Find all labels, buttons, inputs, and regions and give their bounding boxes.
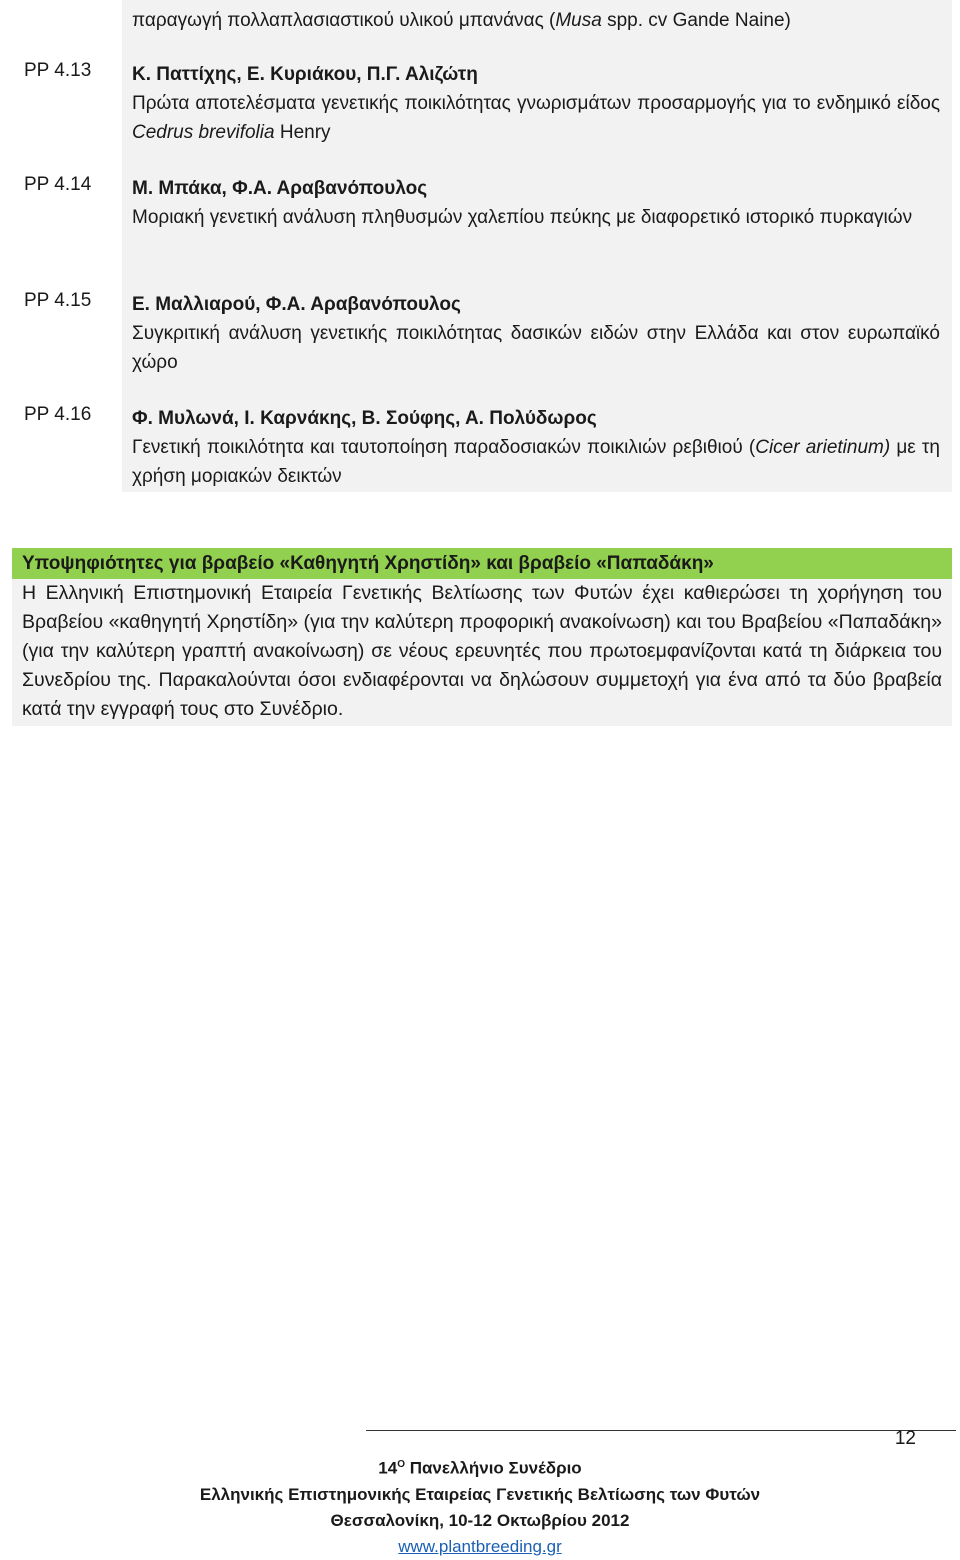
awards-text: Η Ελληνική Επιστημονική Εταιρεία Γενετικής Βελτίωσης των Φυτών έχει καθιερώσει τη χορήγηση του Βραβείου «καθηγητή Χρηστίδη» (για την καλύτερη προφορική ανακοίνωση) και του Βραβείου «Παπαδάκη» (για την καλύτερη γραπτή ανακοίνωση) σε νέους ερευνητές που πρωτοεμφανίζονται κατά τη διάρκεια του Συνεδρίου της. Παρακαλούνται όσοι ενδιαφέρονται να δηλώσουν συμμετοχή για ένα από τα δύο βραβεία κατά την εγγραφή τους στο Συνέδριο. [12, 579, 952, 726]
entry-code: PP 4.13 [12, 48, 118, 162]
entry-pp-4-14 [12, 162, 952, 278]
entry-authors: Κ. Παττίχης, Ε. Κυριάκου, Π.Γ. Αλιζώτη [132, 64, 478, 85]
entry-pp-4-15 [12, 278, 952, 392]
entry-title: Πρώτα αποτελέσματα γενετικής ποικιλότητας γνωρισμάτων προσαρμογής για το ενδημικό είδος Cedrus brevifolia Henry [132, 93, 940, 143]
entry-pp-4-13 [12, 48, 952, 162]
entry-continuation [12, 0, 952, 48]
entry-authors: Φ. Μυλωνά, Ι. Καρνάκης, Β. Σούφης, Α. Πολύδωρος [132, 408, 597, 429]
page-number: 12 [894, 1428, 916, 1449]
entry-code-empty [12, 0, 118, 48]
entry-authors: Μ. Μπάκα, Φ.Α. Αραβανόπουλος [132, 178, 428, 199]
entry-title: παραγωγή πολλαπλασιαστικού υλικού μπανάνας (Musa spp. cv Gande Naine) [132, 10, 791, 31]
conference-name: $14^O$ Πανελλήνιο Συνέδριο [378, 1458, 582, 1478]
program-entries [12, 0, 952, 492]
awards-heading: Υποψηφιότητες για βραβείο «Καθηγητή Χρηστίδη» και βραβείο «Παπαδάκη» [12, 548, 952, 579]
society-name: Ελληνικής Επιστημονικής Εταιρείας Γενετικής Βελτίωσης των Φυτών [199, 1484, 761, 1504]
entry-title: Συγκριτική ανάλυση γενετικής ποικιλότητας δασικών ειδών στην Ελλάδα και στον ευρωπαϊκό χώρο [132, 323, 940, 373]
entry-pp-4-16 [12, 392, 952, 492]
entry-code: PP 4.15 [12, 278, 118, 392]
page-footer [0, 1452, 960, 1560]
awards-section [12, 548, 952, 726]
entry-code: PP 4.14 [12, 162, 118, 278]
website-link[interactable]: www.plantbreeding.gr [398, 1536, 562, 1556]
entry-title: Μοριακή γενετική ανάλυση πληθυσμών χαλεπίου πεύκης με διαφορετικό ιστορικό πυρκαγιών [132, 207, 913, 228]
entry-authors: Ε. Μαλλιαρού, Φ.Α. Αραβανόπουλος [132, 294, 461, 315]
footer-divider [366, 1430, 956, 1431]
entry-title: Γενετική ποικιλότητα και ταυτοποίηση παραδοσιακών ποικιλιών ρεβιθιού (Cicer arietinum) με τη χρήση μοριακών δεικτών [132, 437, 940, 487]
location-date: Θεσσαλονίκη, 10-12 Οκτωβρίου 2012 [330, 1510, 630, 1530]
entry-code: PP 4.16 [12, 392, 118, 492]
